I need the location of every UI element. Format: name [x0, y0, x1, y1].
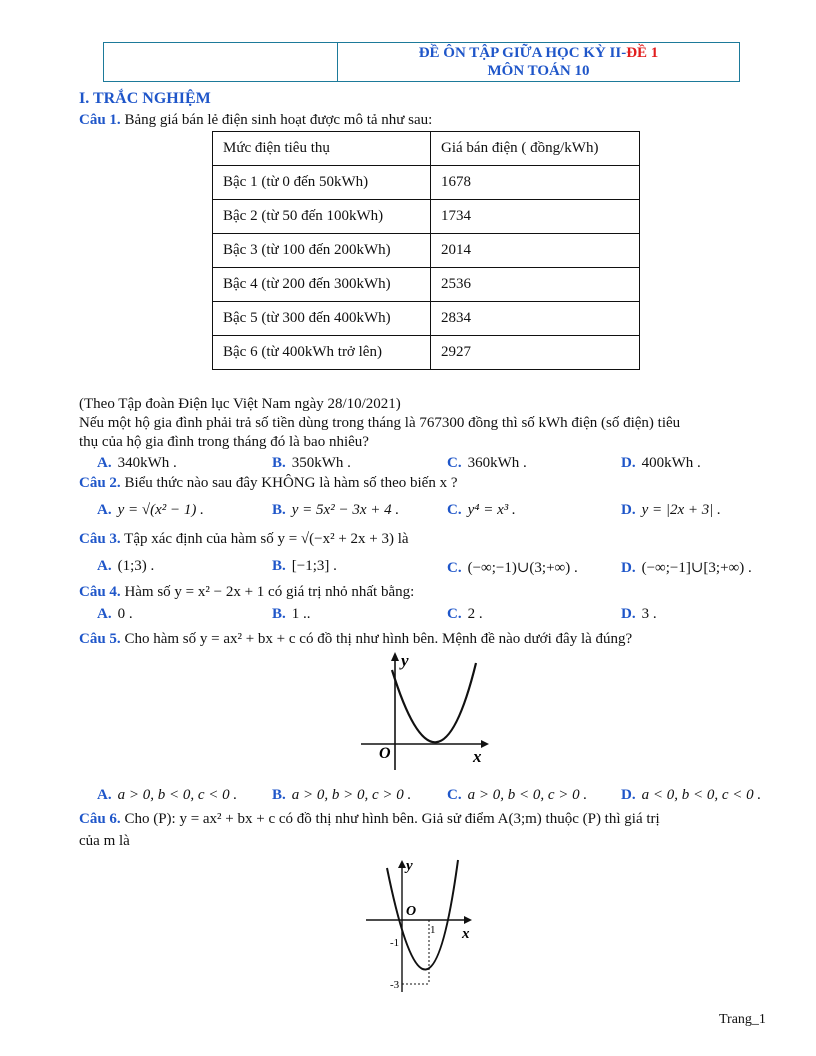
- q3-option-a[interactable]: A. (1;3) .: [97, 558, 155, 574]
- q4-label: Câu 4.: [79, 584, 121, 600]
- q1-option-a[interactable]: A. 340kWh .: [97, 455, 177, 471]
- q3-option-c[interactable]: C. (−∞;−1)∪(3;+∞) .: [447, 560, 578, 576]
- q3-option-d[interactable]: D. (−∞;−1]∪[3;+∞) .: [621, 560, 752, 576]
- q6-parabola-graph: [362, 854, 482, 994]
- graph-x-label: x: [462, 926, 470, 942]
- table-cell: 2536: [431, 268, 640, 302]
- q3-stem: [79, 531, 409, 548]
- q4-option-c[interactable]: C. 2 .: [447, 606, 483, 622]
- graph-y-label: y: [406, 858, 413, 874]
- table-cell: 2834: [431, 302, 640, 336]
- q6-stem-line2: của m là: [79, 833, 130, 849]
- y-axis-arrow: [398, 860, 406, 868]
- header-box: [103, 42, 740, 82]
- q6-text-line1: Cho (P): y = ax² + bx + c có đồ thị như hình bên. Giả sử điểm A(3;m) thuộc (P) thì giá trị: [124, 811, 660, 827]
- tick-label-x: 1: [430, 924, 436, 936]
- q4-option-a[interactable]: A. 0 .: [97, 606, 133, 622]
- table-cell: Bậc 5 (từ 300 đến 400kWh): [213, 302, 431, 336]
- parabola-curve: [392, 663, 476, 742]
- q5-option-b[interactable]: B. a > 0, b > 0, c > 0 .: [272, 787, 412, 803]
- graph-x-label: x: [473, 747, 482, 766]
- table-header-cell: Giá bán điện ( đồng/kWh): [431, 132, 640, 166]
- q1-line2: thụ của hộ gia đình trong tháng đó là bao nhiêu?: [79, 434, 369, 450]
- q5-label: Câu 5.: [79, 631, 121, 647]
- q1-label: Câu 1.: [79, 112, 121, 128]
- q2-option-c[interactable]: C. y⁴ = x³ .: [447, 502, 516, 518]
- table-row: [213, 166, 640, 200]
- q3-label: Câu 3.: [79, 531, 121, 547]
- q6-stem-line1: [79, 811, 660, 828]
- table-header-row: [213, 132, 640, 166]
- q2-option-a[interactable]: A. y = √(x² − 1) .: [97, 502, 204, 518]
- section-title: I. TRẮC NGHIỆM: [79, 90, 211, 107]
- q3-option-b[interactable]: B. [−1;3] .: [272, 558, 337, 574]
- table-row: [213, 234, 640, 268]
- q1-option-b[interactable]: B. 350kWh .: [272, 455, 351, 471]
- q3-text: Tập xác định của hàm số y = √(−x² + 2x + 3) là: [124, 531, 409, 547]
- graph-y-label: y: [401, 651, 409, 670]
- q5-stem: [79, 631, 632, 648]
- table-cell: Bậc 3 (từ 100 đến 200kWh): [213, 234, 431, 268]
- q2-label: Câu 2.: [79, 475, 121, 491]
- table-header-cell: Mức điện tiêu thụ: [213, 132, 431, 166]
- tick-label-y1: -1: [390, 937, 400, 949]
- table-row: [213, 336, 640, 370]
- q5-parabola-graph: [355, 648, 495, 776]
- graph-origin-label: O: [379, 745, 391, 762]
- q4-option-d[interactable]: D. 3 .: [621, 606, 657, 622]
- y-axis-arrow: [391, 652, 399, 661]
- page-number: Trang_1: [719, 1012, 766, 1027]
- q1-option-c[interactable]: C. 360kWh .: [447, 455, 527, 471]
- q1-line1: Nếu một hộ gia đình phải trả số tiền dùng trong tháng là 767300 đồng thì số kWh điện (số điện) tiêu: [79, 415, 681, 431]
- q2-stem: [79, 475, 458, 492]
- tick-label-y2: -3: [390, 979, 400, 991]
- q1-option-d[interactable]: D. 400kWh .: [621, 455, 701, 471]
- table-cell: 1734: [431, 200, 640, 234]
- q2-text: Biểu thức nào sau đây KHÔNG là hàm số theo biến x ?: [124, 475, 458, 491]
- table-row: [213, 302, 640, 336]
- q1-stem: [79, 112, 432, 129]
- price-table: [212, 131, 640, 370]
- table-cell: 2927: [431, 336, 640, 370]
- q1-text: Bảng giá bán lẻ điện sinh hoạt được mô tả như sau:: [124, 112, 433, 128]
- graph-origin-label: O: [406, 904, 417, 919]
- table-row: [213, 200, 640, 234]
- table-row: [213, 268, 640, 302]
- q2-option-b[interactable]: B. y = 5x² − 3x + 4 .: [272, 502, 400, 518]
- q5-option-d[interactable]: D. a < 0, b < 0, c < 0 .: [621, 787, 762, 803]
- table-cell: Bậc 2 (từ 50 đến 100kWh): [213, 200, 431, 234]
- exam-title: ĐỀ ÔN TẬP GIỮA HỌC KỲ II-ĐỀ 1: [418, 45, 659, 61]
- exam-subtitle: MÔN TOÁN 10: [487, 63, 590, 79]
- q4-option-b[interactable]: B. 1 ..: [272, 606, 311, 622]
- parabola-curve: [387, 860, 458, 970]
- table-cell: 2014: [431, 234, 640, 268]
- x-axis-arrow: [464, 916, 472, 924]
- q5-text: Cho hàm số y = ax² + bx + c có đồ thị như hình bên. Mệnh đề nào dưới đây là đúng?: [124, 631, 633, 647]
- q2-option-d[interactable]: D. y = |2x + 3| .: [621, 502, 721, 518]
- table-cell: Bậc 1 (từ 0 đến 50kWh): [213, 166, 431, 200]
- table-cell: 1678: [431, 166, 640, 200]
- table-cell: Bậc 6 (từ 400kWh trở lên): [213, 336, 431, 370]
- q4-stem: [79, 584, 414, 601]
- q1-source: (Theo Tập đoàn Điện lục Việt Nam ngày 28/10/2021): [79, 396, 401, 412]
- q5-option-c[interactable]: C. a > 0, b < 0, c > 0 .: [447, 787, 588, 803]
- x-axis-arrow: [481, 740, 489, 748]
- q6-label: Câu 6.: [79, 811, 121, 827]
- q4-text: Hàm số y = x² − 2x + 1 có giá trị nhỏ nhất bằng:: [124, 584, 415, 600]
- q5-option-a[interactable]: A. a > 0, b < 0, c < 0 .: [97, 787, 238, 803]
- table-cell: Bậc 4 (từ 200 đến 300kWh): [213, 268, 431, 302]
